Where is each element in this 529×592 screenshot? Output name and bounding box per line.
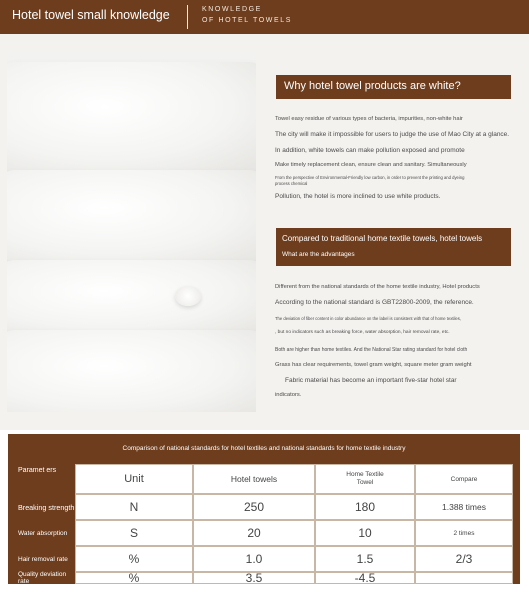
- table-row-unit: %: [75, 572, 193, 584]
- table-row-hotel: 250: [193, 494, 315, 520]
- section1-heading: Why hotel towel products are white?: [284, 80, 461, 92]
- section1-line: From the perspective of Environmental-Friendly low carbon, in order to prevent the printing and dyeing: [275, 175, 465, 180]
- table-row-hotel: 20: [193, 520, 315, 546]
- section1-line: Towel easy residue of various types of bacteria, impurities, non-white hair: [275, 116, 463, 122]
- table-row-home: 1.5: [315, 546, 415, 572]
- section2-line: Different from the national standards of the home textile industry, Hotel products: [275, 284, 480, 290]
- table-row-param: Breaking strength: [18, 502, 75, 512]
- towel-fold: [7, 170, 256, 266]
- table-row-compare: 1.388 times: [415, 494, 513, 520]
- table-header-hotel: Hotel towels: [193, 464, 315, 494]
- section1-line: process chemical: [275, 181, 308, 186]
- section2-subheading: What are the advantages: [282, 251, 355, 258]
- table-row-hotel: 3.5: [193, 572, 315, 584]
- table-row-hotel: 1.0: [193, 546, 315, 572]
- section2-line: Fabric material has become an important five-star hotel star: [285, 377, 457, 384]
- section2-line: indicators.: [275, 392, 302, 398]
- header-subtitle-line2: OF HOTEL TOWELS: [202, 17, 292, 24]
- section2-line: Both are higher than home textiles. And the National Star rating standard for hotel cloth: [275, 347, 468, 353]
- table-row-unit: S: [75, 520, 193, 546]
- table-row-unit: N: [75, 494, 193, 520]
- section2-line: , but no indicators such as breaking force, water absorption, hair removal rate, etc.: [275, 330, 450, 335]
- header-divider: [187, 5, 188, 29]
- table-row-compare: [415, 572, 513, 584]
- table-header-param: Paramet ers: [18, 467, 57, 474]
- section2-line: According to the national standard is GBT22800-2009, the reference.: [275, 299, 474, 306]
- towel-stack-image: [7, 52, 256, 412]
- section1-line: Make timely replacement clean, ensure clean and sanitary. Simultaneously: [275, 162, 467, 168]
- section2-line: The deviation of fiber content in color abundance on the label is consistent with that of home textiles,: [275, 316, 461, 321]
- page-title: Hotel towel small knowledge: [12, 8, 170, 22]
- towel-fold-tip: [175, 286, 201, 306]
- table-row-compare: 2 times: [415, 520, 513, 546]
- section2-heading-box: [276, 228, 511, 266]
- table-row-home: 10: [315, 520, 415, 546]
- section1-heading-bar: [276, 75, 511, 99]
- table-row-param: Hair removal rate: [18, 555, 68, 563]
- table-header-unit: Unit: [75, 464, 193, 494]
- comparison-table: [8, 434, 520, 584]
- table-row-unit: %: [75, 546, 193, 572]
- table-row-home: -4.5: [315, 572, 415, 584]
- section1-line: In addition, white towels can make pollution exposed and promote: [275, 147, 465, 154]
- towel-fold: [7, 330, 256, 412]
- towel-fold: [7, 260, 256, 338]
- header-subtitle-line1: KNOWLEDGE: [202, 6, 262, 13]
- section1-line: Pollution, the hotel is more inclined to use white products.: [275, 193, 441, 200]
- section1-line: The city will make it impossible for users to judge the use of Mao City at a glance.: [275, 131, 510, 138]
- table-row-param: Quality deviation rate: [18, 571, 67, 585]
- table-header-compare: Compare: [415, 464, 513, 494]
- section2-line: Grass has clear requirements, towel gram weight, square meter gram weight: [275, 362, 472, 368]
- section2-heading: Compared to traditional home textile towels, hotel towels: [282, 234, 483, 243]
- table-title: Comparison of national standards for hotel textiles and national standards for home textile industry: [122, 445, 406, 452]
- table-header-home: Home Textile Towel: [315, 464, 415, 494]
- table-row-home: 180: [315, 494, 415, 520]
- header-banner: [0, 0, 529, 34]
- table-row-param: Water absorption: [18, 529, 68, 537]
- towel-fold: [7, 62, 256, 174]
- table-row-compare: 2/3: [415, 546, 513, 572]
